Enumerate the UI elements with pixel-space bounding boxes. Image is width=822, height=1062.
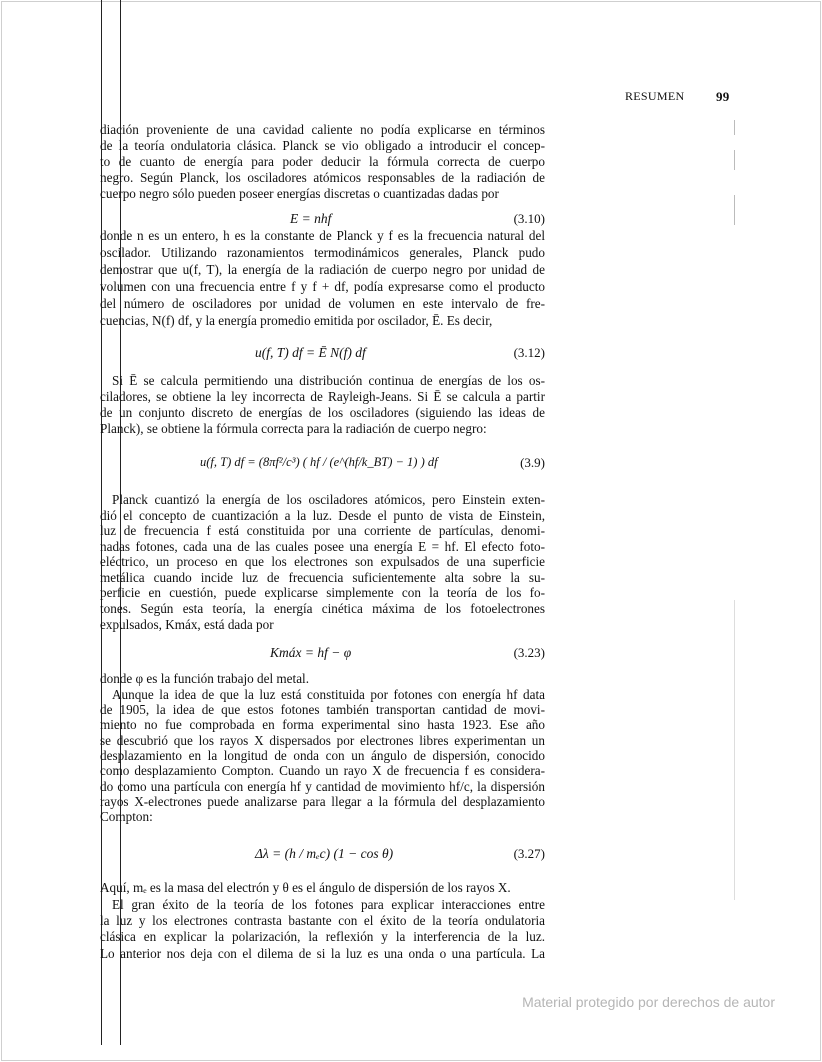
equation-number: (3.9) — [520, 455, 545, 470]
text-line: la luz y los electrones contrasta bastante con el éxito de la teoría ondulatoria — [100, 913, 545, 928]
running-header: RESUMEN — [625, 89, 685, 103]
text-line: Aquí, mₑ es la masa del electrón y θ es el ángulo de dispersión de los rayos X. — [100, 880, 511, 895]
text-line: perficie en cuestión, puede explicarse simplemente con la teoría de los fo- — [100, 585, 545, 600]
text-line: de un conjunto discreto de energías de los osciladores (siguiendo las ideas de — [100, 405, 545, 420]
text-line: de la teoría ondulatoria clásica. Planck se vio obligado a introducir el concep- — [100, 138, 545, 153]
text-line: Planck), se obtiene la fórmula correcta para la radiación de cuerpo negro: — [100, 421, 487, 436]
equation-number: (3.23) — [513, 645, 545, 660]
text-line: Compton: — [100, 809, 153, 824]
text-line: cuencias, N(f) df, y la energía promedio emitida por oscilador, Ē. Es decir, — [100, 313, 493, 328]
text-line: cuerpo negro sólo pueden poseer energías discretas o cuantizadas dadas por — [100, 186, 499, 201]
equation-formula: Δλ = (h / mₑc) (1 − cos θ) — [255, 846, 394, 861]
text-line: Lo anterior nos deja con el dilema de si la luz es una onda o una partícula. La — [100, 946, 545, 961]
equation-3-27 — [255, 846, 393, 862]
text-line: del número de osciladores por unidad de volumen en este intervalo de fre- — [100, 296, 545, 311]
text-line: nadas fotones, cada una de las cuales posee una energía E = hf. El efecto foto- — [100, 539, 545, 554]
text-line: donde φ es la función trabajo del metal. — [100, 671, 310, 686]
text-line: dió el concepto de cuantización a la luz. Desde el punto de vista de Einstein, — [100, 508, 545, 523]
equation-formula: u(f, T) df = Ē N(f) df — [255, 345, 366, 360]
equation-number: (3.27) — [513, 846, 545, 861]
text-line: do como una partícula con energía hf y cantidad de movimiento hf/c, la dispersión — [100, 779, 545, 794]
text-line: oscilador. Utilizando razonamientos termodinámicos generales, Planck pudo — [100, 245, 545, 260]
equation-3-10 — [290, 211, 331, 227]
text-line: ciladores, se obtiene la ley incorrecta de Rayleigh-Jeans. Si Ē se calcula a partir — [100, 389, 545, 404]
scan-mark — [734, 600, 735, 900]
text-line: de 1905, la idea de que estos fotones también transportan cantidad de movi- — [100, 702, 545, 717]
scan-mark — [734, 150, 735, 170]
text-line: rayos X-electrones puede analizarse para llegar a la fórmula del desplazamiento — [100, 794, 545, 809]
text-line: Si Ē se calcula permitiendo una distribución continua de energías de los os- — [112, 373, 545, 388]
text-line: clásica en explicar la polarización, la reflexión y la interferencia de la luz. — [100, 929, 545, 944]
text-line: desplazamiento en la longitud de onda con un ángulo de dispersión, conocido — [100, 748, 545, 763]
text-line: to de cuanto de energía para poder deducir la fórmula correcta de cuerpo — [100, 154, 545, 169]
page-number: 99 — [716, 89, 730, 104]
equation-3-12 — [255, 345, 366, 361]
text-line: luz de frecuencia f está constituida por una corriente de partículas, denomi- — [100, 523, 545, 538]
copyright-watermark: Material protegido por derechos de autor — [522, 994, 775, 1010]
text-line: Planck cuantizó la energía de los osciladores atómicos, pero Einstein exten- — [112, 492, 545, 507]
scan-mark — [734, 195, 735, 225]
text-line: demostrar que u(f, T), la energía de la radiación de cuerpo negro por unidad de — [100, 262, 545, 277]
text-line: como desplazamiento Compton. Cuando un rayo X de frecuencia f es considera- — [100, 763, 545, 778]
text-line: Aunque la idea de que la luz está constituida por fotones con energía hf data — [112, 687, 545, 702]
equation-formula: Kmáx = hf − φ — [270, 645, 352, 660]
text-line: miento no fue comprobada en forma experimental sino hasta 1923. Ese año — [100, 717, 545, 732]
text-line: tones. Según esta teoría, la energía cinética máxima de los fotoelectrones — [100, 601, 545, 616]
text-line: volumen con una frecuencia entre f y f + df, podía expresarse como el producto — [100, 279, 545, 294]
equation-number: (3.10) — [513, 211, 545, 226]
text-line: negro. Según Planck, los osciladores atómicos responsables de la radiación de — [100, 170, 545, 185]
text-line: El gran éxito de la teoría de los fotones para explicar interacciones entre — [112, 897, 545, 912]
scan-mark — [734, 120, 735, 135]
equation-number: (3.12) — [513, 345, 545, 360]
text-line: donde n es un entero, h es la constante de Planck y f es la frecuencia natural del — [100, 228, 545, 243]
equation-3-23 — [270, 645, 351, 661]
equation-3-9 — [200, 455, 438, 470]
equation-formula: E = nhf — [290, 211, 332, 226]
text-line: se descubrió que los rayos X dispersados por electrones libres experimentan un — [100, 733, 545, 748]
text-line: metálica cuando incide luz de frecuencia suficientemente alta sobre la su- — [100, 570, 545, 585]
text-line: diación proveniente de una cavidad caliente no podía explicarse en términos — [100, 122, 545, 137]
text-line: expulsados, Kmáx, está dada por — [100, 617, 274, 632]
text-line: eléctrico, un proceso en que los electrones son expulsados de una superficie — [100, 554, 545, 569]
equation-formula: u(f, T) df = (8πf²/c³) ( hf / (e^(hf/k_BT) − 1) ) df — [200, 455, 438, 469]
